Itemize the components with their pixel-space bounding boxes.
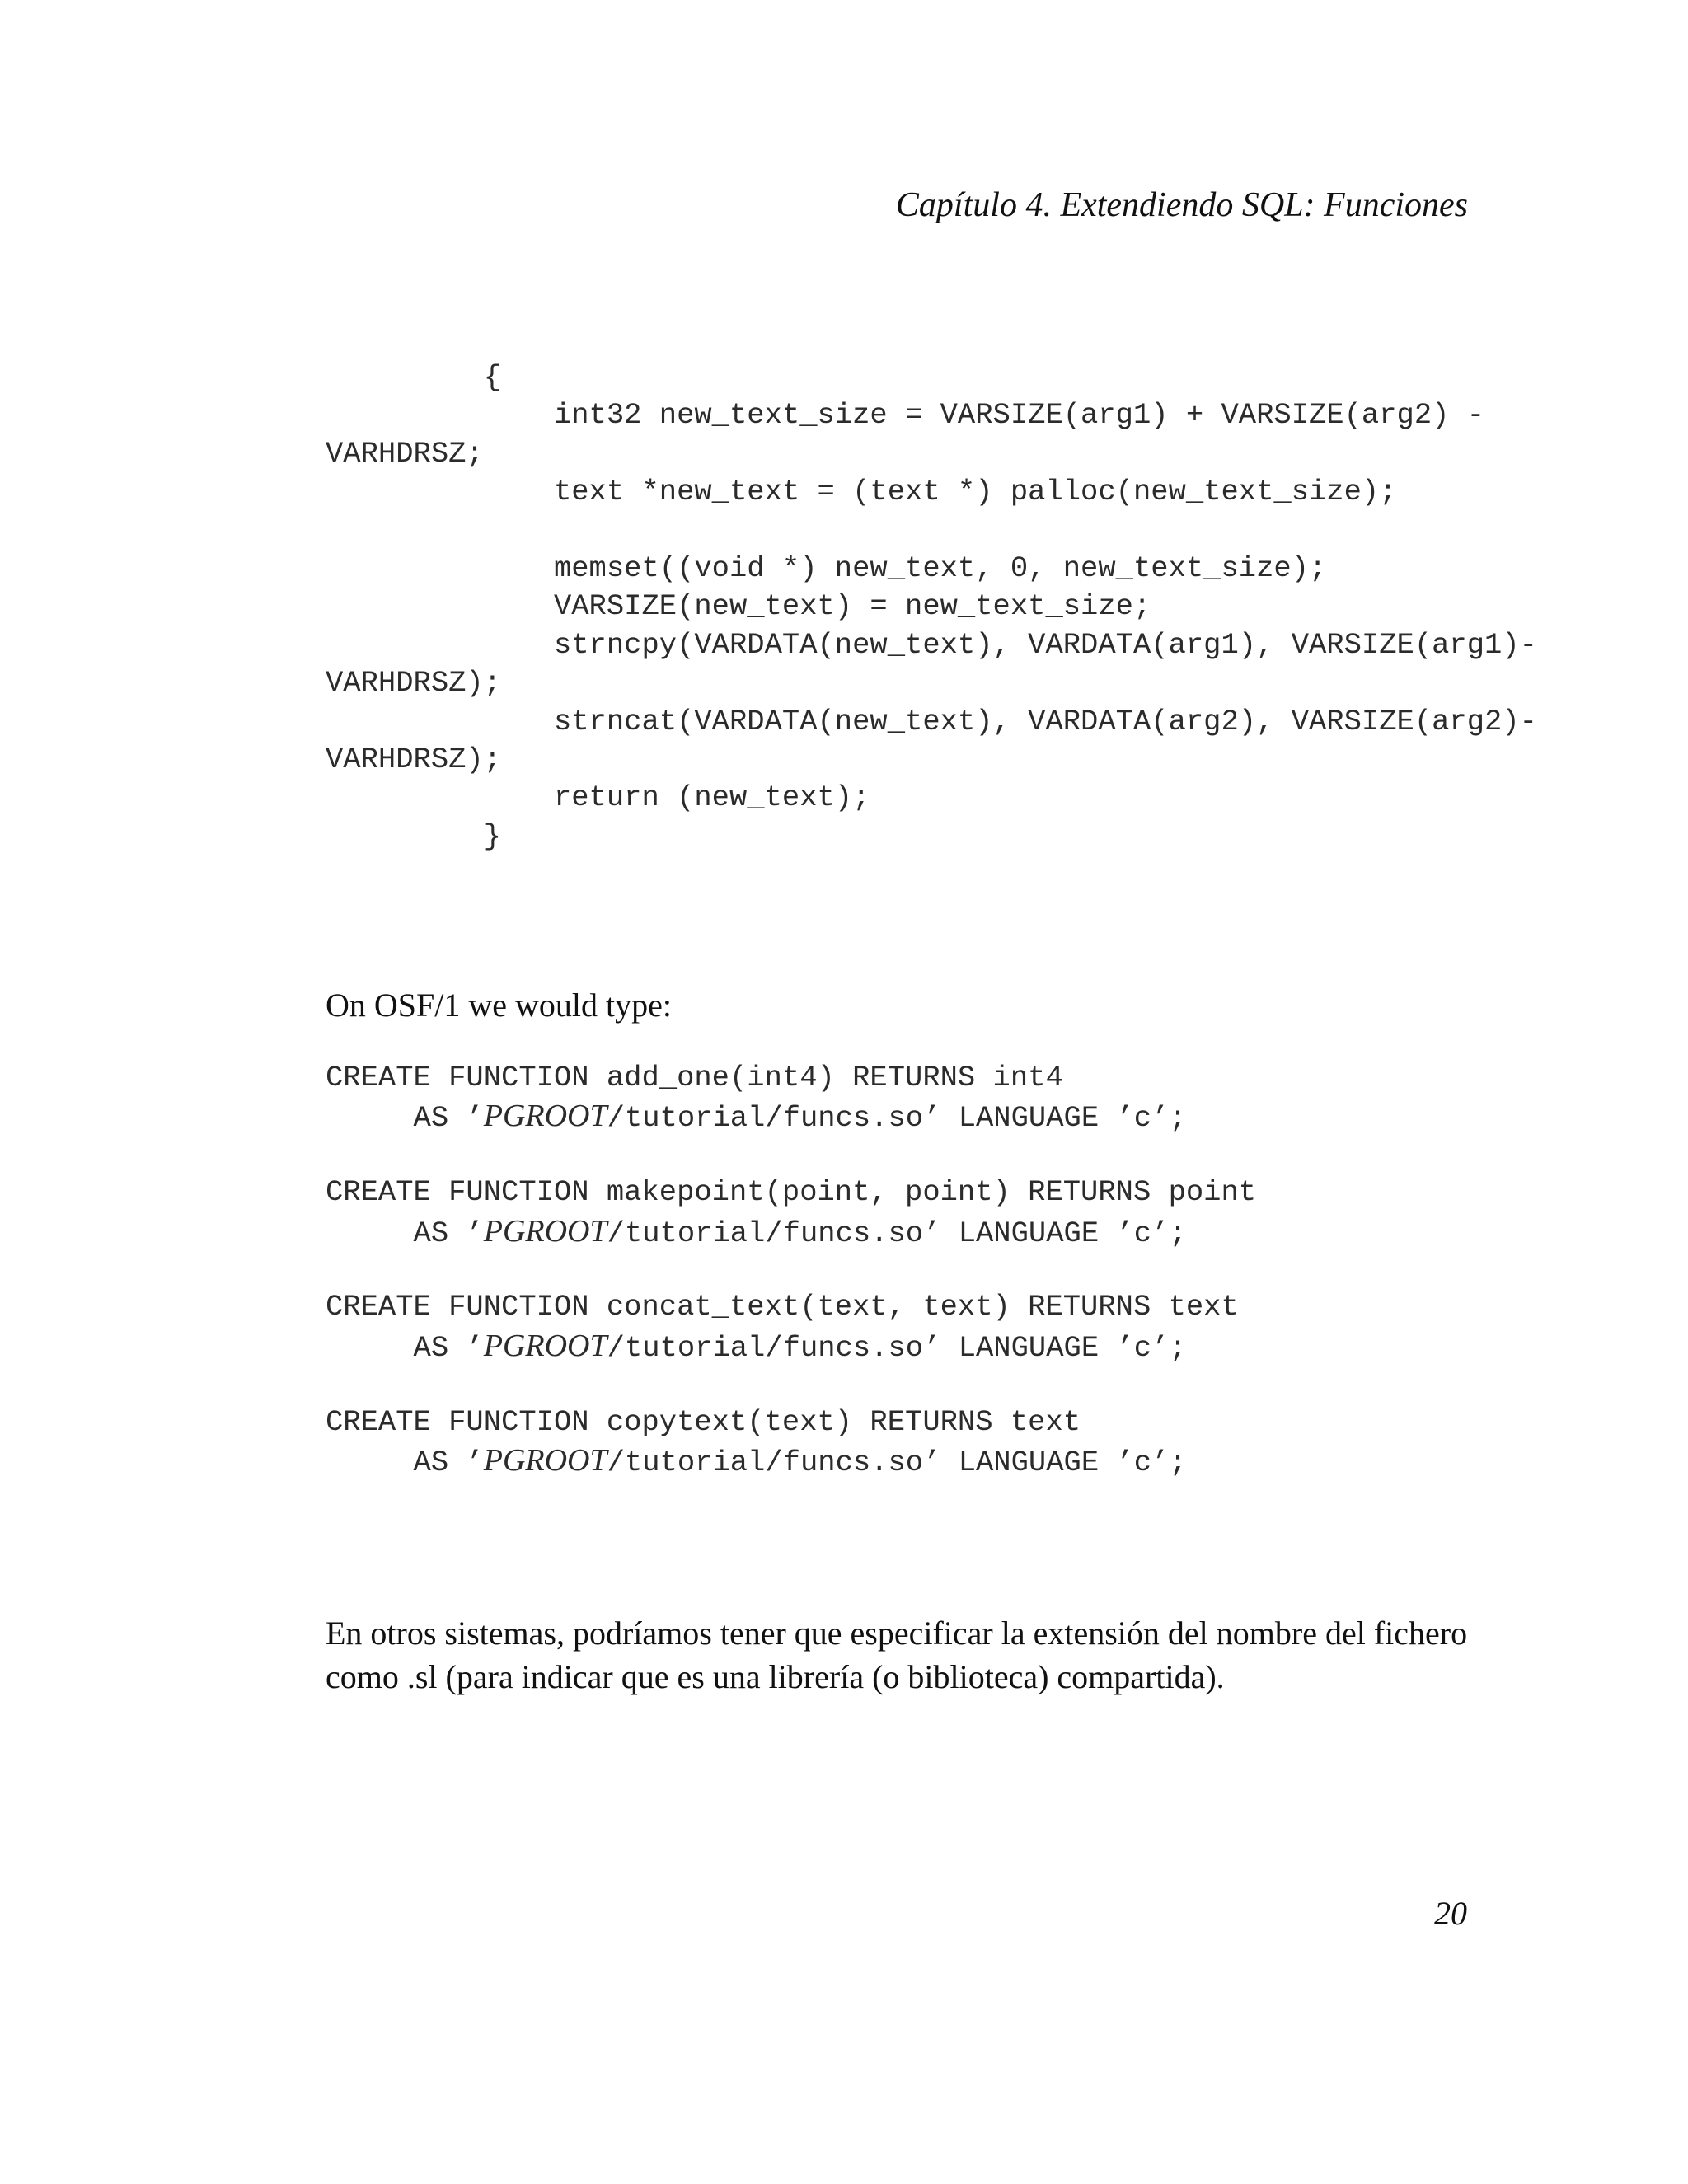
chapter-header: Capítulo 4. Extendiendo SQL: Funciones (895, 186, 1468, 224)
code-line (326, 512, 1537, 550)
as-suffix: /tutorial/funcs.so’ LANGUAGE ’c’; (607, 1330, 1187, 1365)
sql-create-line: CREATE FUNCTION copytext(text) RETURNS text (326, 1404, 1081, 1439)
sql-as-line (326, 1097, 1256, 1135)
path-variable: PGROOT (483, 1099, 607, 1134)
sql-as-line (326, 1441, 1256, 1479)
sql-create-line: CREATE FUNCTION add_one(int4) RETURNS int4 (326, 1061, 1063, 1094)
code-line: } (326, 818, 502, 853)
as-prefix: AS ’ (326, 1216, 484, 1250)
code-line: strncat(VARDATA(new_text), VARDATA(arg2), VARSIZE(arg2)- (326, 704, 1537, 738)
as-prefix: AS ’ (326, 1330, 484, 1365)
blank-line (326, 1365, 1256, 1403)
code-line: { (326, 360, 502, 394)
path-variable: PGROOT (483, 1213, 607, 1249)
as-suffix: /tutorial/funcs.so’ LANGUAGE ’c’; (607, 1216, 1187, 1250)
code-line: VARSIZE(new_text) = new_text_size; (326, 589, 1151, 624)
code-line: text *new_text = (text *) palloc(new_text_size); (326, 475, 1397, 509)
code-line: VARHDRSZ); (326, 742, 502, 776)
page-number: 20 (1434, 1895, 1467, 1932)
outro-paragraph: En otros sistemas, podríamos tener que especificar la extensión del nombre del fichero como .sl (para indicar que es una librería (o biblioteca) compartida). (326, 1615, 1468, 1695)
c-code-block (326, 359, 1537, 855)
as-suffix: /tutorial/funcs.so’ LANGUAGE ’c’; (607, 1101, 1187, 1136)
path-variable: PGROOT (483, 1442, 607, 1478)
code-line: VARHDRSZ; (326, 436, 484, 471)
sql-code-block (326, 1059, 1256, 1479)
code-line: int32 new_text_size = VARSIZE(arg1) + VARSIZE(arg2) - (326, 398, 1485, 433)
path-variable: PGROOT (483, 1328, 607, 1363)
code-line: VARHDRSZ); (326, 666, 502, 701)
code-line: return (new_text); (326, 780, 870, 815)
as-prefix: AS ’ (326, 1101, 484, 1136)
intro-paragraph: On OSF/1 we would type: (326, 987, 672, 1024)
blank-line (326, 1250, 1256, 1288)
sql-as-line (326, 1212, 1256, 1250)
as-prefix: AS ’ (326, 1445, 484, 1479)
code-line: strncpy(VARDATA(new_text), VARDATA(arg1), VARSIZE(arg1)- (326, 627, 1537, 662)
as-suffix: /tutorial/funcs.so’ LANGUAGE ’c’; (607, 1445, 1187, 1479)
blank-line (326, 1136, 1256, 1174)
sql-create-line: CREATE FUNCTION concat_text(text, text) RETURNS text (326, 1290, 1239, 1324)
sql-create-line: CREATE FUNCTION makepoint(point, point) RETURNS point (326, 1175, 1257, 1210)
sql-as-line (326, 1327, 1256, 1365)
code-line: memset((void *) new_text, 0, new_text_size); (326, 551, 1327, 585)
